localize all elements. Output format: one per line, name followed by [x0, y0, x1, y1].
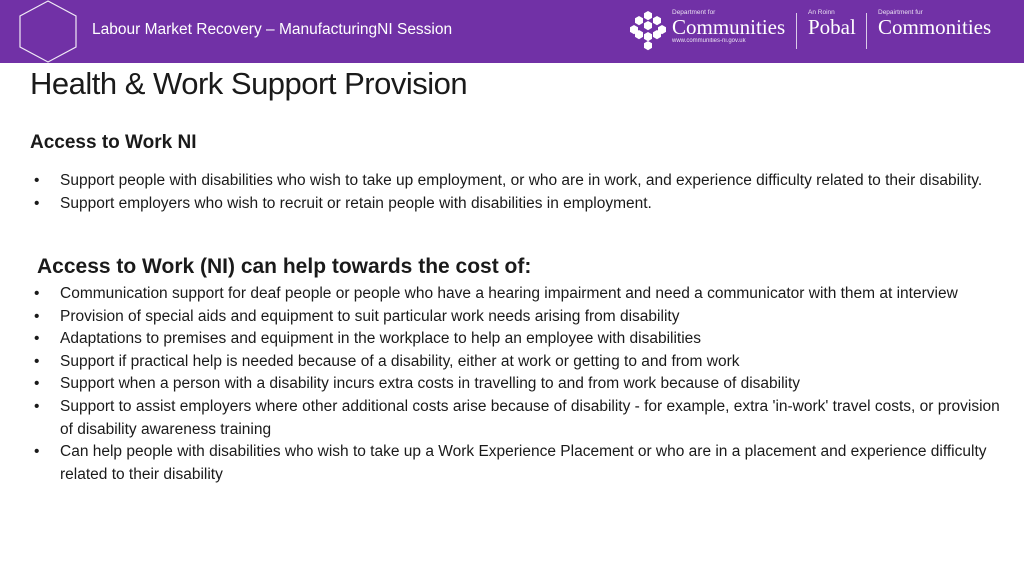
bullet-list-cost-help [0, 283, 1010, 486]
list-item: • Communication support for deaf people or people who have a hearing impairment and need a communicator with them at interview [0, 283, 1010, 306]
bullet-icon: • [34, 443, 40, 461]
list-item: • Support if practical help is needed because of a disability, either at work or getting to and from work [0, 351, 1010, 374]
list-item: • Support employers who wish to recruit or retain people with disabilities in employment. [0, 193, 1010, 216]
list-item: • Can help people with disabilities who wish to take up a Work Experience Placement or who are in a placement and experience difficulty related to their disability [34, 443, 987, 483]
commonities-logo: Depairtment fur Commonities [878, 9, 992, 39]
bullet-icon: • [34, 172, 40, 189]
bullet-list-access-to-work [0, 170, 1010, 215]
bullet-icon: • [34, 194, 40, 212]
bullet-icon: • [34, 330, 40, 348]
bullet-icon: • [34, 307, 40, 325]
bullet-icon: • [34, 397, 40, 415]
communities-logo-mark-icon [630, 11, 666, 51]
header-banner [0, 0, 1024, 63]
list-item: • Provision of special aids and equipment to suit particular work needs arising from disability [0, 306, 1010, 329]
page-title: Health & Work Support Provision [30, 66, 468, 101]
list-item: • Support when a person with a disability incurs extra costs in travelling to and from work because of disability [0, 373, 1010, 396]
logo-divider [796, 13, 797, 49]
section-heading-cost-help: Access to Work (NI) can help towards the cost of: [37, 255, 532, 278]
list-item: • Support people with disabilities who wish to take up employment, or who are in work, and experience difficulty related to their disability. [0, 170, 1010, 193]
communities-logo: Department for Communities www.communities-ni.gov.uk [672, 9, 786, 44]
hexagon-outline-icon [18, 0, 78, 63]
list-item: • Adaptations to premises and equipment in the workplace to help an employee with disabilities [0, 328, 1010, 351]
bullet-icon: • [34, 285, 40, 302]
list-item: • Support to assist employers where other additional costs arise because of disability - for example, extra 'in-work' travel costs, or provision of disability awareness training [34, 397, 1000, 438]
bullet-icon: • [34, 375, 40, 393]
section-heading-access-to-work: Access to Work NI [30, 132, 197, 153]
session-title: Labour Market Recovery – ManufacturingNI Session [92, 21, 453, 38]
pobal-logo: An Roinn Pobal [808, 9, 856, 39]
bullet-icon: • [34, 352, 40, 370]
department-logos [630, 9, 1010, 55]
logo-divider [866, 13, 867, 49]
